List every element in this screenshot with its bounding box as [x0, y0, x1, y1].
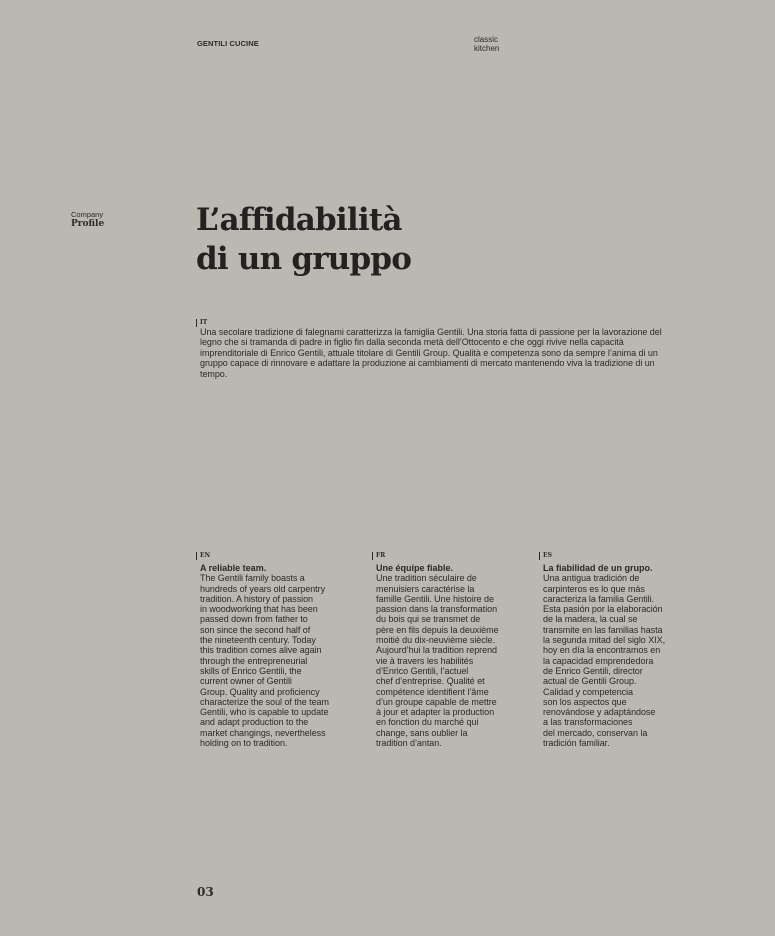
- section-label-small: Company: [71, 210, 104, 219]
- text-line: in woodworking that has been: [200, 604, 318, 615]
- text-line: this tradition comes alive again: [200, 645, 322, 656]
- language-tag: FR: [372, 552, 532, 560]
- text-line: Gentili, who is capable to update: [200, 707, 329, 718]
- text-line: del mercado, conservan la: [543, 727, 648, 738]
- page-title-line-2: di un gruppo: [196, 241, 412, 277]
- column-text: [196, 573, 356, 748]
- column-text: [372, 573, 532, 748]
- text-line: the nineteenth century. Today: [200, 635, 316, 646]
- text-line: compétence identifient l’âme: [376, 686, 489, 697]
- text-line: d’Enrico Gentili, l’actuel: [376, 665, 469, 676]
- column-en: [196, 552, 356, 748]
- text-line: Esta pasión por la elaboración: [543, 604, 663, 615]
- text-line: Une tradition séculaire de: [376, 573, 477, 584]
- text-line: en fonction du marché qui: [376, 717, 479, 728]
- category-label: [474, 35, 499, 53]
- text-line: père en fils depuis la deuxième: [376, 624, 499, 635]
- text-line: skills of Enrico Gentili, the: [200, 665, 302, 676]
- text-line: de Enrico Gentili, director: [543, 665, 643, 676]
- language-tag: IT: [196, 319, 666, 327]
- text-line: tradition. A history of passion: [200, 593, 314, 604]
- brand-name: GENTILI CUCINE: [197, 39, 259, 48]
- text-line: Una antigua tradición de: [543, 573, 640, 584]
- text-line: hundreds of years old carpentry: [200, 583, 326, 594]
- text-line: moitié du dix-neuvième siècle.: [376, 635, 496, 646]
- text-line: menuisiers caractérise la: [376, 583, 475, 594]
- text-line: famille Gentili. Une histoire de: [376, 593, 494, 604]
- page-title: [196, 201, 411, 279]
- text-line: caracteriza la familia Gentili.: [543, 593, 654, 604]
- text-line: son since the second half of: [200, 624, 311, 635]
- text-line: passed down from father to: [200, 614, 308, 625]
- text-line: through the entrepreneurial: [200, 655, 308, 666]
- section-label-strong: Profile: [71, 219, 105, 229]
- page-number: 03: [197, 885, 214, 899]
- column-es: [539, 552, 699, 748]
- column-fr: [372, 552, 532, 748]
- text-line: a las transformaciones: [543, 717, 633, 728]
- intro-section: [196, 319, 666, 379]
- text-line: and adapt production to the: [200, 717, 309, 728]
- page-title-line-1: L’affidabilità: [196, 202, 402, 238]
- text-line: actual de Gentili Group.: [543, 676, 637, 687]
- text-line: du bois qui se transmet de: [376, 614, 481, 625]
- text-line: tradition d’antan.: [376, 738, 442, 749]
- language-tag: EN: [196, 552, 356, 560]
- text-line: de la madera, la cual se: [543, 614, 638, 625]
- column-heading: Une équipe fiable.: [376, 563, 454, 573]
- category-line-1: classic: [474, 35, 499, 44]
- intro-text: Una secolare tradizione di falegnami caratterizza la famiglia Gentili. Una storia fatta di passione per la lavorazione del legno che si tramanda di padre in figlio fin dalla seconda metà dell’Ottocento e che oggi rivive nella capacità imprenditoriale di Enrico Gentili, attuale titolare di Gentili Group. Qualità e competenza sono da sempre l’anima di un gruppo capace di rinnovare e adattare la produzione ai cambiamenti di mercato mantenendo viva la tradizione di un tempo.: [200, 327, 662, 379]
- text-line: change, sans oublier la: [376, 727, 468, 738]
- text-line: tradición familiar.: [543, 738, 610, 749]
- column-heading: A reliable team.: [200, 563, 267, 573]
- text-line: holding on to tradition.: [200, 738, 288, 749]
- column-text: [539, 573, 699, 748]
- language-tag: ES: [539, 552, 699, 560]
- text-line: chef d’entreprise. Qualité et: [376, 676, 485, 687]
- text-line: vie à travers les habilités: [376, 655, 474, 666]
- text-line: d’un groupe capable de mettre: [376, 696, 497, 707]
- text-line: The Gentili family boasts a: [200, 573, 305, 584]
- text-line: son los aspectos que: [543, 696, 627, 707]
- section-label: [71, 210, 104, 229]
- text-line: carpinteros es lo que más: [543, 583, 645, 594]
- text-line: hoy en día la encontramos en: [543, 645, 661, 656]
- text-line: transmite en las familias hasta: [543, 624, 663, 635]
- text-line: Group. Quality and proficiency: [200, 686, 320, 697]
- text-line: market changings, nevertheless: [200, 727, 326, 738]
- text-line: la capacidad emprendedora: [543, 655, 654, 666]
- column-heading: La fiabilidad de un grupo.: [543, 563, 653, 573]
- text-line: current owner of Gentili: [200, 676, 292, 687]
- text-line: Calidad y competencia: [543, 686, 634, 697]
- text-line: renovándose y adaptándose: [543, 707, 656, 718]
- text-line: Aujourd’hui la tradition reprend: [376, 645, 497, 656]
- text-line: characterize the soul of the team: [200, 696, 329, 707]
- category-line-2: kitchen: [474, 44, 500, 53]
- text-line: à jour et adapter la production: [376, 707, 495, 718]
- text-line: la segunda mitad del siglo XIX,: [543, 635, 666, 646]
- text-line: passion dans la transformation: [376, 604, 498, 615]
